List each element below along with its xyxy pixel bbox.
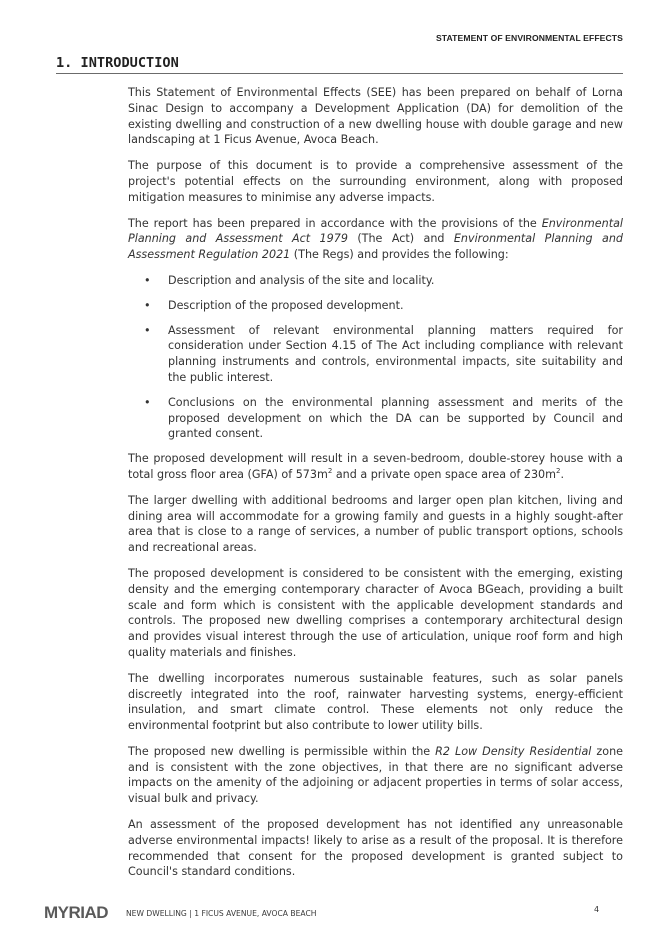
act-title: Environmental Planning and Assessment Act 1979 — [128, 216, 623, 246]
superscript-squared: 2 — [327, 466, 333, 475]
list-item: • Description and analysis of the site and locality. — [128, 273, 623, 289]
paragraph-3-text-a: The report has been prepared in accordance with the provisions of the — [128, 216, 542, 230]
section-heading: 1. INTRODUCTION — [56, 55, 179, 71]
body-content — [128, 85, 623, 890]
document-header-title: STATEMENT OF ENVIRONMENTAL EFFECTS — [435, 33, 623, 43]
paragraph-3 — [128, 216, 623, 263]
heading-divider — [56, 73, 623, 74]
footer-project-title: NEW DWELLING | 1 FICUS AVENUE, AVOCA BEACH — [126, 909, 317, 918]
list-item: • Conclusions on the environmental planning assessment and merits of the proposed development on which the DA can be supported by Council and granted consent. — [128, 395, 623, 442]
provisions-list — [128, 273, 623, 442]
paragraph-4 — [128, 451, 623, 483]
paragraph-4-text-a: The proposed development will result in a seven-bedroom, double-storey house with a total gross floor area (GFA) of 573m — [128, 452, 623, 481]
paragraph-5: The larger dwelling with additional bedrooms and larger open plan kitchen, living and dining area will accommodate for a growing family and guests in a highly sought-after area that is close to a range of services, a number of public transport options, schools and recreational areas. — [128, 493, 623, 555]
paragraph-2: The purpose of this document is to provide a comprehensive assessment of the project's potential effects on the surrounding environment, along with proposed mitigation measures to minimise any adverse impacts. — [128, 159, 623, 204]
paragraph-1: This Statement of Environmental Effects (SEE) has been prepared on behalf of Lorna Sinac Design to accompany a Development Application (DA) for demolition of the existing dwelling and construction of a new dwelling house with double garage and new landscaping at 1 Ficus Avenue, Avoca Beach. — [128, 86, 623, 147]
zone-name: R2 Low Density Residential — [435, 744, 592, 758]
paragraph-6: The proposed development is considered to be consistent with the emerging, existing density and the emerging contemporary character of Avoca BGeach, providing a built scale and form which is consistent with the applicable development standards and controls. The proposed new dwelling comprises a contemporary architectural design and provides visual interest through the use of articulation, unique roof form and high quality materials and finishes. — [128, 566, 623, 659]
paragraph-8 — [128, 744, 623, 807]
paragraph-9: An assessment of the proposed development has not identified any unreasonable adverse environmental impacts! likely to arise as a result of the proposal. It is therefore recommended that consent for the proposed development is granted subject to Council's standard conditions. — [128, 818, 623, 879]
paragraph-7: The dwelling incorporates numerous sustainable features, such as solar panels discreetly integrated into the roof, rainwater harvesting systems, energy-efficient insulation, and smart climate control. These elements not only reduce the environmental footprint but also contribute to lower utility bills. — [128, 671, 623, 733]
list-item: • Assessment of relevant environmental planning matters required for consideration under Section 4.15 of The Act including compliance with relevant planning instruments and controls, environmental impacts, site suitability and the public interest. — [128, 323, 623, 386]
paragraph-8-text-b: zone and is consistent with the zone objectives, in that there are no significant adverse impacts on the amenity of the adjoining or adjacent properties in terms of solar access, visual bulk and privacy. — [128, 744, 624, 806]
myriad-logo: MYRIAD — [44, 903, 109, 922]
paragraph-3-text-b: (The Act) and — [347, 232, 454, 246]
regulation-title: Environmental Planning and Assessment Regulation 2021 — [128, 232, 623, 262]
paragraph-4-text-b: and a private open space area of 230m — [332, 467, 556, 481]
list-item: • Description of the proposed development. — [128, 298, 623, 314]
paragraph-3-text-c: (The Regs) and provides the following: — [290, 248, 509, 262]
page-number: 4 — [594, 905, 600, 914]
paragraph-4-text-c: . — [560, 467, 564, 481]
superscript-squared: 2 — [555, 466, 561, 475]
paragraph-8-text-a: The proposed new dwelling is permissible within the — [128, 744, 436, 758]
